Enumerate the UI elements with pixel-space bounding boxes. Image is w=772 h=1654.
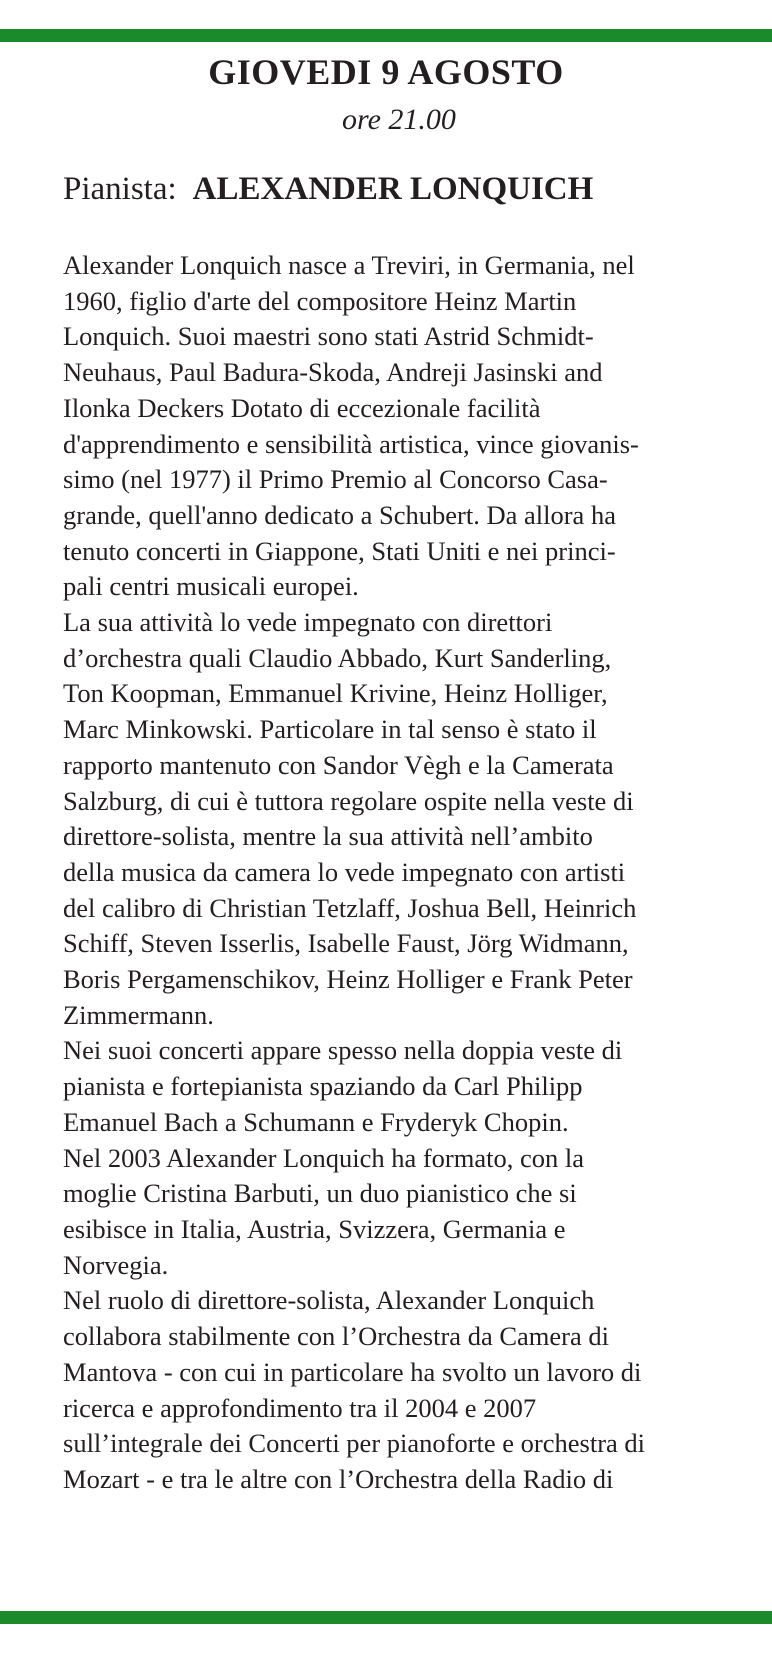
biography-line: Emanuel Bach a Schumann e Fryderyk Chopin. xyxy=(63,1106,569,1137)
biography-line: Neuhaus, Paul Badura-Skoda, Andreji Jasinski and xyxy=(63,357,603,388)
biography-line: Ilonka Deckers Dotato di eccezionale facilità xyxy=(63,392,541,423)
performer-heading xyxy=(63,168,593,210)
biography-line: Marc Minkowski. Particolare in tal senso è stato il xyxy=(63,714,597,745)
biography-line: Nei suoi concerti appare spesso nella doppia veste di xyxy=(63,1035,623,1066)
biography-line: Ton Koopman, Emmanuel Krivine, Heinz Holliger, xyxy=(63,678,608,709)
biography-line: Mantova - con cui in particolare ha svolto un lavoro di xyxy=(63,1356,642,1387)
biography-line: Zimmermann. xyxy=(63,999,214,1030)
biography-text xyxy=(63,248,743,1498)
biography-line: rapporto mantenuto con Sandor Vègh e la Camerata xyxy=(63,749,614,780)
biography-line: Schiff, Steven Isserlis, Isabelle Faust, Jörg Widmann, xyxy=(63,928,629,959)
performer-role: Pianista: xyxy=(63,171,177,207)
biography-line: pali centri musicali europei. xyxy=(63,571,359,602)
bottom-green-rule xyxy=(0,1611,772,1624)
biography-line: Boris Pergamenschikov, Heinz Holliger e Frank Peter xyxy=(63,964,633,995)
biography-line: d’orchestra quali Claudio Abbado, Kurt Sanderling, xyxy=(63,642,612,673)
biography-line: collabora stabilmente con l’Orchestra da Camera di xyxy=(63,1321,609,1352)
biography-line: direttore-solista, mentre la sua attività nell’ambito xyxy=(63,821,593,852)
biography-line: tenuto concerti in Giappone, Stati Uniti e nei princi- xyxy=(63,535,616,566)
event-date: GIOVEDI 9 AGOSTO xyxy=(208,52,564,92)
top-green-rule xyxy=(0,29,772,42)
biography-line: moglie Cristina Barbuti, un duo pianistico che si xyxy=(63,1178,577,1209)
biography-line: Nel 2003 Alexander Lonquich ha formato, con la xyxy=(63,1142,585,1173)
biography-line: simo (nel 1977) il Primo Premio al Concorso Casa- xyxy=(63,464,608,495)
biography-line: sull’integrale dei Concerti per pianoforte e orchestra di xyxy=(63,1428,646,1459)
performer-name: ALEXANDER LONQUICH xyxy=(192,171,594,207)
biography-line: Salzburg, di cui è tuttora regolare ospite nella veste di xyxy=(63,785,634,816)
biography-line: grande, quell'anno dedicato a Schubert. Da allora ha xyxy=(63,499,616,530)
biography-line: del calibro di Christian Tetzlaff, Joshua Bell, Heinrich xyxy=(63,892,637,923)
biography-line: La sua attività lo vede impegnato con direttori xyxy=(63,607,553,638)
biography-line: Lonquich. Suoi maestri sono stati Astrid Schmidt- xyxy=(63,321,594,352)
biography-line: d'apprendimento e sensibilità artistica, vince giovanis- xyxy=(63,428,639,459)
biography-line: della musica da camera lo vede impegnato con artisti xyxy=(63,856,626,887)
biography-line: Nel ruolo di direttore-solista, Alexander Lonquich xyxy=(63,1285,595,1316)
biography-line: pianista e fortepianista spaziando da Carl Philipp xyxy=(63,1071,583,1102)
biography-line: 1960, figlio d'arte del compositore Heinz Martin xyxy=(63,285,577,316)
biography-line: Alexander Lonquich nasce a Treviri, in Germania, nel xyxy=(63,250,635,280)
biography-line: Norvegia. xyxy=(63,1249,169,1280)
biography-line: ricerca e approfondimento tra il 2004 e 2007 xyxy=(63,1392,537,1423)
biography-line: Mozart - e tra le altre con l’Orchestra della Radio di xyxy=(63,1463,614,1494)
biography-line: esibisce in Italia, Austria, Svizzera, Germania e xyxy=(63,1213,566,1244)
event-time: ore 21.00 xyxy=(342,103,456,136)
